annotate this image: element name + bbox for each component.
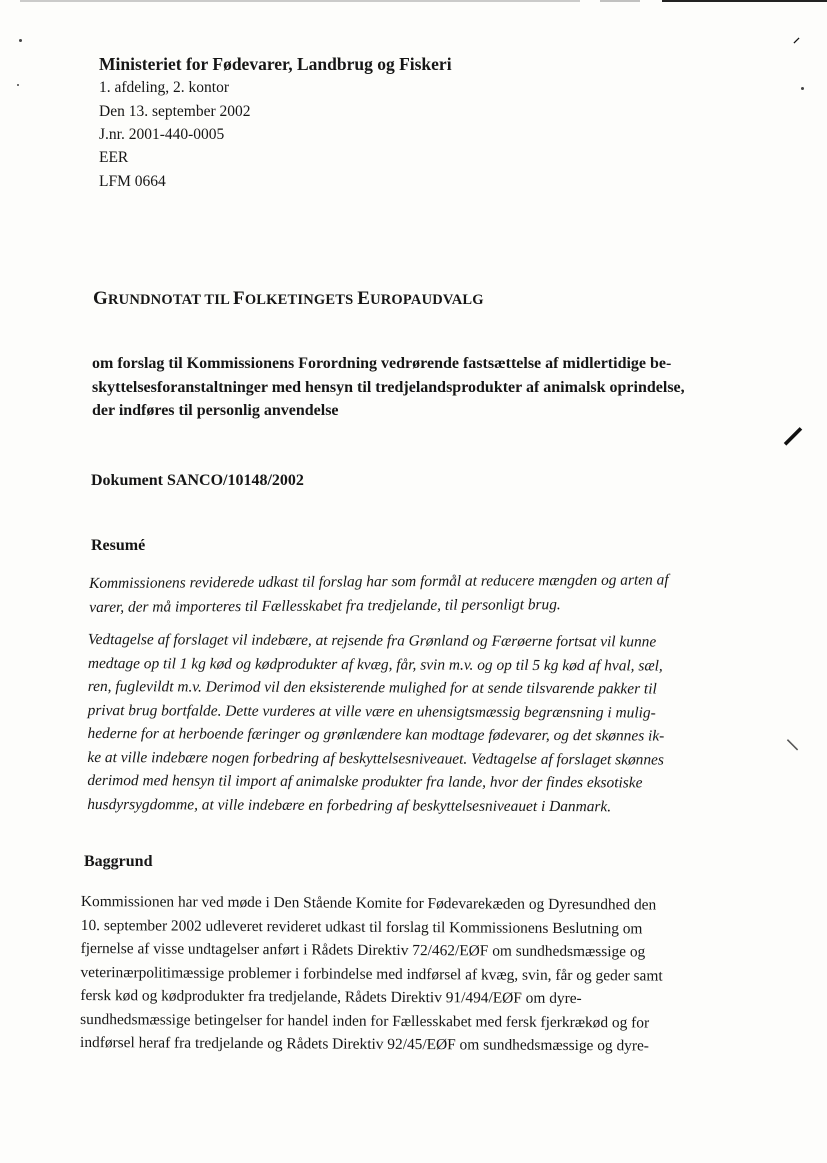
title-rest-1: RUNDNOTAT TIL xyxy=(107,292,233,308)
resume-paragraph-1 xyxy=(89,568,739,619)
baggrund-paragraph xyxy=(80,890,731,1058)
punch-hole-mark-2: ⸜ xyxy=(785,721,800,756)
title-rest-2: OLKETINGETS xyxy=(244,292,358,308)
punch-hole-mark-1: ⸝ xyxy=(782,401,804,452)
text-line: sundhedsmæssige betingelser for handel inden for Fællesskabet med fersk fjerkrækød og for xyxy=(80,1010,650,1031)
scan-artifact-top-mid xyxy=(600,0,640,2)
title-cap-1: G xyxy=(93,288,108,309)
resume-paragraph-2 xyxy=(87,628,738,819)
initials-line: EER xyxy=(99,149,129,166)
title-cap-3: E xyxy=(357,288,371,309)
text-line: privat brug bortfalde. Dette vurderes at ville være en uhensigtsmæssig begrænsning i mulig- xyxy=(87,701,656,721)
text-line: hederne for at herboende færinger og grønlændere kan modtage fødevarer, og det skønnes ik- xyxy=(87,724,665,745)
text-line: indførsel heraf fra tredjelande og Rådets Direktiv 92/45/EØF om sundhedsmæssige og dyre- xyxy=(80,1033,650,1055)
ministry-name: Ministeriet for Fødevarer, Landbrug og Fiskeri xyxy=(99,54,452,74)
speck-left-2 xyxy=(17,84,19,86)
speck-right-1 xyxy=(801,87,804,90)
document-reference: Dokument SANCO/10148/2002 xyxy=(91,472,304,489)
text-line: fersk kød og kødprodukter fra tredjelande, Rådets Direktiv 91/494/EØF om dyre- xyxy=(80,986,582,1008)
subject-line: om forslag til Kommissionens Forordning vedrørende fastsættelse af midlertidige be- xyxy=(92,355,672,372)
margin-mark-top-right: ⸝ xyxy=(793,31,800,46)
text-line: husdyrsygdomme, at ville indebære en forbedring af beskyttelsesniveauet i Danmark. xyxy=(87,795,612,815)
subject-line: skyttelsesforanstaltninger med hensyn til tredjelandsprodukter af animalsk oprindelse, xyxy=(92,378,685,396)
date-line: Den 13. september 2002 xyxy=(99,103,251,120)
subject-block xyxy=(92,352,732,423)
subject-line: der indføres til personlig anvendelse xyxy=(92,402,339,419)
text-line: ke at ville indebære nogen forbedring af beskyttelsesniveauet. Vedtagelse af forslaget skønnes xyxy=(87,748,664,769)
journal-number: J.nr. 2001-440-0005 xyxy=(99,126,225,143)
scan-artifact-top-left xyxy=(20,0,580,2)
lfm-reference: LFM 0664 xyxy=(99,173,166,190)
title-rest-3: UROPAUDVALG xyxy=(370,292,484,308)
baggrund-heading: Baggrund xyxy=(84,853,153,870)
document-title xyxy=(93,288,484,310)
scan-artifact-top-right xyxy=(662,0,827,2)
text-line: Vedtagelse af forslaget vil indebære, at rejsende fra Grønland og Færøerne fortsat vil kunne xyxy=(87,631,657,651)
speck-left-1 xyxy=(19,39,22,42)
text-line: Kommissionen har ved møde i Den Stående Komite for Fødevarekæden og Dyresundhed den xyxy=(80,892,657,914)
text-line: derimod med hensyn til import af animalske produkter fra lande, hvor der findes eksotiske xyxy=(87,771,643,792)
department-line: 1. afdeling, 2. kontor xyxy=(99,79,230,96)
text-line: ren, fuglevildt m.v. Derimod vil den eksisterende mulighed for at sende tilsvarende pakker til xyxy=(87,677,657,698)
text-line: Kommissionens reviderede udkast til forslag har som formål at reducere mængden og arten af xyxy=(89,571,669,592)
text-line: fjernelse af visse undtagelser anført i Rådets Direktiv 72/462/EØF om sundhedsmæssige og xyxy=(80,939,646,961)
text-line: 10. september 2002 udleveret revideret udkast til forslag til Kommissionens Beslutning om xyxy=(80,916,643,937)
text-line: veterinærpolitimæssige problemer i forbindelse med indførsel af kvæg, svin, får og geder samt xyxy=(80,963,663,985)
resume-heading: Resumé xyxy=(91,537,146,554)
text-line: varer, der må importeres til Fællesskabet fra tredjelande, til personligt brug. xyxy=(89,595,561,616)
title-cap-2: F xyxy=(233,288,245,309)
text-line: medtage op til 1 kg kød og kødprodukter af kvæg, får, svin m.v. og op til 5 kg kød af hval, sæl, xyxy=(87,654,663,675)
